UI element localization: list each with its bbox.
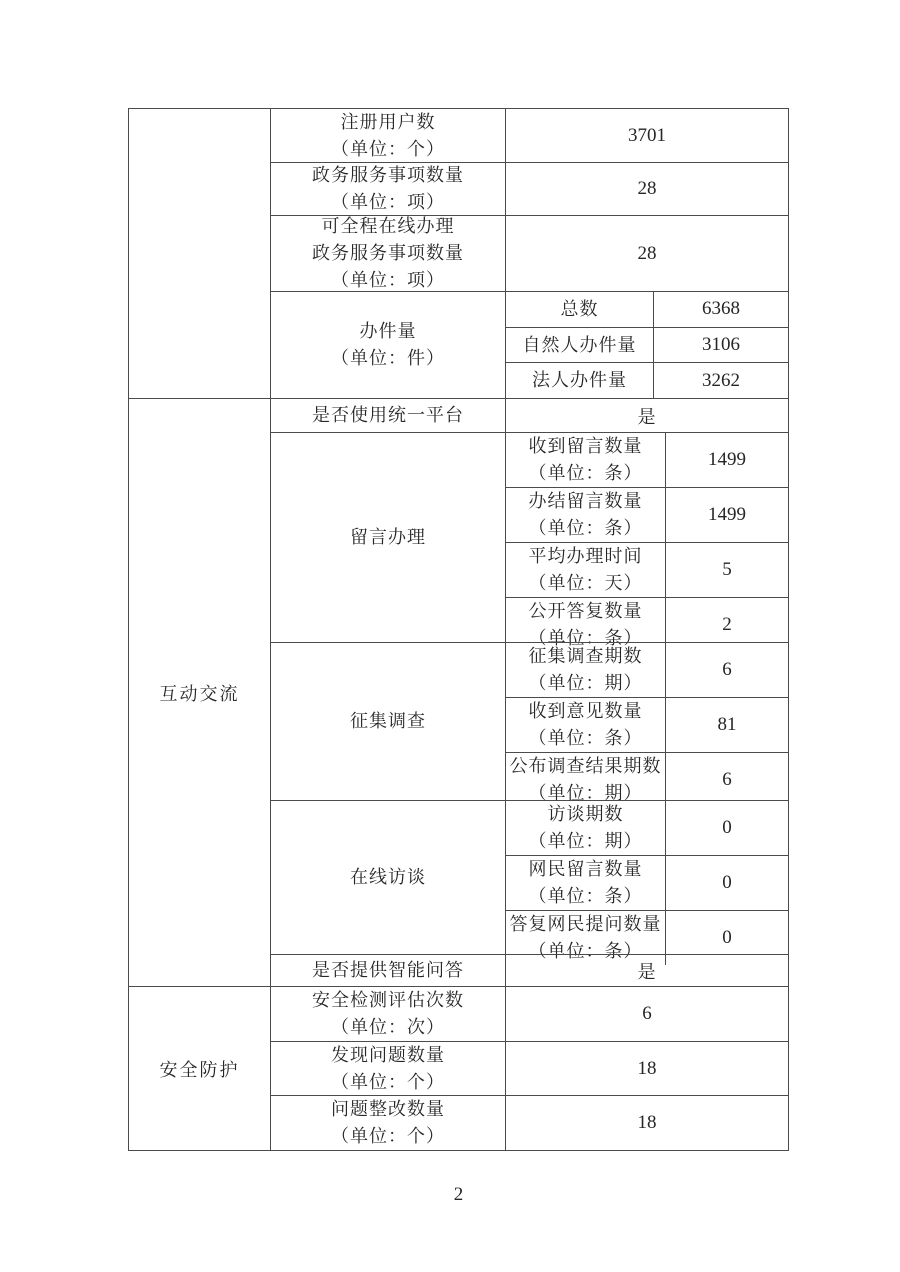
metric-value: 6 <box>642 1003 652 1024</box>
sub-metric-value: 5 <box>722 559 732 580</box>
sub-metric-label: 收到意见数量 （单位：条） <box>506 698 666 752</box>
metric-label: 政务服务事项数量 （单位：项） <box>271 163 506 215</box>
subrow-natural-person <box>506 327 788 363</box>
sub-metric-value: 6 <box>722 769 732 790</box>
sub-metric-value: 1499 <box>708 504 746 525</box>
sub-metric-value: 81 <box>717 714 737 735</box>
sub-metric-value: 0 <box>722 817 732 838</box>
sub-metric-label: 总数 <box>506 292 654 327</box>
sub-metric-value: 2 <box>722 614 732 635</box>
category-cell-empty <box>129 109 271 398</box>
metric-label: 是否提供智能问答 <box>271 955 506 986</box>
sub-metric-label: 访谈期数 （单位：期） <box>506 801 666 855</box>
table-section-interaction <box>129 398 788 986</box>
metric-value: 28 <box>637 242 657 264</box>
sub-metric-label: 征集调查期数 （单位：期） <box>506 643 666 697</box>
metric-label: 问题整改数量 （单位：个） <box>271 1096 506 1150</box>
subrow-netizen-messages <box>506 855 788 910</box>
metric-label: 安全检测评估次数 （单位：次） <box>271 987 506 1041</box>
sub-metric-label: 自然人办件量 <box>506 328 654 363</box>
metric-value: 18 <box>637 1112 657 1133</box>
row-security-assessments <box>271 987 788 1041</box>
subrow-opinions-received <box>506 697 788 752</box>
metric-value: 3701 <box>628 124 666 146</box>
row-unified-platform <box>271 399 788 432</box>
category-cell-security: 安全防护 <box>129 987 271 1150</box>
sub-metric-value: 1499 <box>708 449 746 470</box>
metric-value: 是 <box>637 406 657 427</box>
row-group-surveys <box>271 642 788 803</box>
metric-value: 28 <box>637 178 657 199</box>
group-label: 在线访谈 <box>271 801 506 954</box>
sub-metric-value: 6 <box>722 659 732 680</box>
page-number: 2 <box>453 1184 464 1205</box>
row-registered-users <box>271 109 788 162</box>
subrow-legal-person <box>506 362 788 398</box>
sub-metric-label: 答复网民提问数量 （单位：条） <box>506 911 666 965</box>
sub-metric-value: 0 <box>722 872 732 893</box>
subrow-total <box>506 292 788 327</box>
sub-metric-value: 3106 <box>702 334 740 355</box>
row-group-message-handling <box>271 432 788 648</box>
sub-metric-label: 公开答复数量 （单位：条） <box>506 598 666 652</box>
table-section-services <box>129 109 788 398</box>
metric-value: 是 <box>637 961 657 982</box>
row-problems-found <box>271 1041 788 1095</box>
group-label: 办件量 （单位：件） <box>271 292 506 398</box>
subrow-messages-resolved <box>506 487 788 542</box>
group-label: 留言办理 <box>271 433 506 642</box>
subrow-interview-periods <box>506 801 788 855</box>
metric-label: 可全程在线办理 政务服务事项数量 （单位：项） <box>271 216 506 291</box>
subrow-survey-periods <box>506 643 788 697</box>
metric-label: 发现问题数量 （单位：个） <box>271 1042 506 1095</box>
row-group-online-interviews <box>271 800 788 961</box>
sub-metric-label: 办结留言数量 （单位：条） <box>506 488 666 542</box>
group-label: 征集调查 <box>271 643 506 800</box>
metric-label: 注册用户数 （单位：个） <box>271 109 506 162</box>
sub-metric-value: 6368 <box>702 298 740 320</box>
report-table <box>128 108 789 1151</box>
sub-metric-value: 0 <box>722 927 732 948</box>
row-group-case-volume <box>271 291 788 398</box>
sub-metric-label: 收到留言数量 （单位：条） <box>506 433 666 487</box>
sub-metric-label: 公布调查结果期数 （单位：期） <box>506 753 666 807</box>
metric-value: 18 <box>637 1057 657 1079</box>
subrow-messages-received <box>506 433 788 487</box>
metric-label: 是否使用统一平台 <box>271 399 506 432</box>
sub-metric-label: 法人办件量 <box>506 363 654 398</box>
category-cell-interaction: 互动交流 <box>129 399 271 986</box>
row-service-items <box>271 162 788 215</box>
row-problems-rectified <box>271 1095 788 1150</box>
sub-metric-label: 网民留言数量 （单位：条） <box>506 856 666 910</box>
subrow-results-published <box>506 752 788 807</box>
subrow-average-handling-time <box>506 542 788 597</box>
row-full-online-service-items <box>271 215 788 291</box>
sub-metric-value: 3262 <box>702 369 740 391</box>
row-smart-qa <box>271 954 788 986</box>
sub-metric-label: 平均办理时间 （单位：天） <box>506 543 666 597</box>
table-section-security <box>129 986 788 1150</box>
